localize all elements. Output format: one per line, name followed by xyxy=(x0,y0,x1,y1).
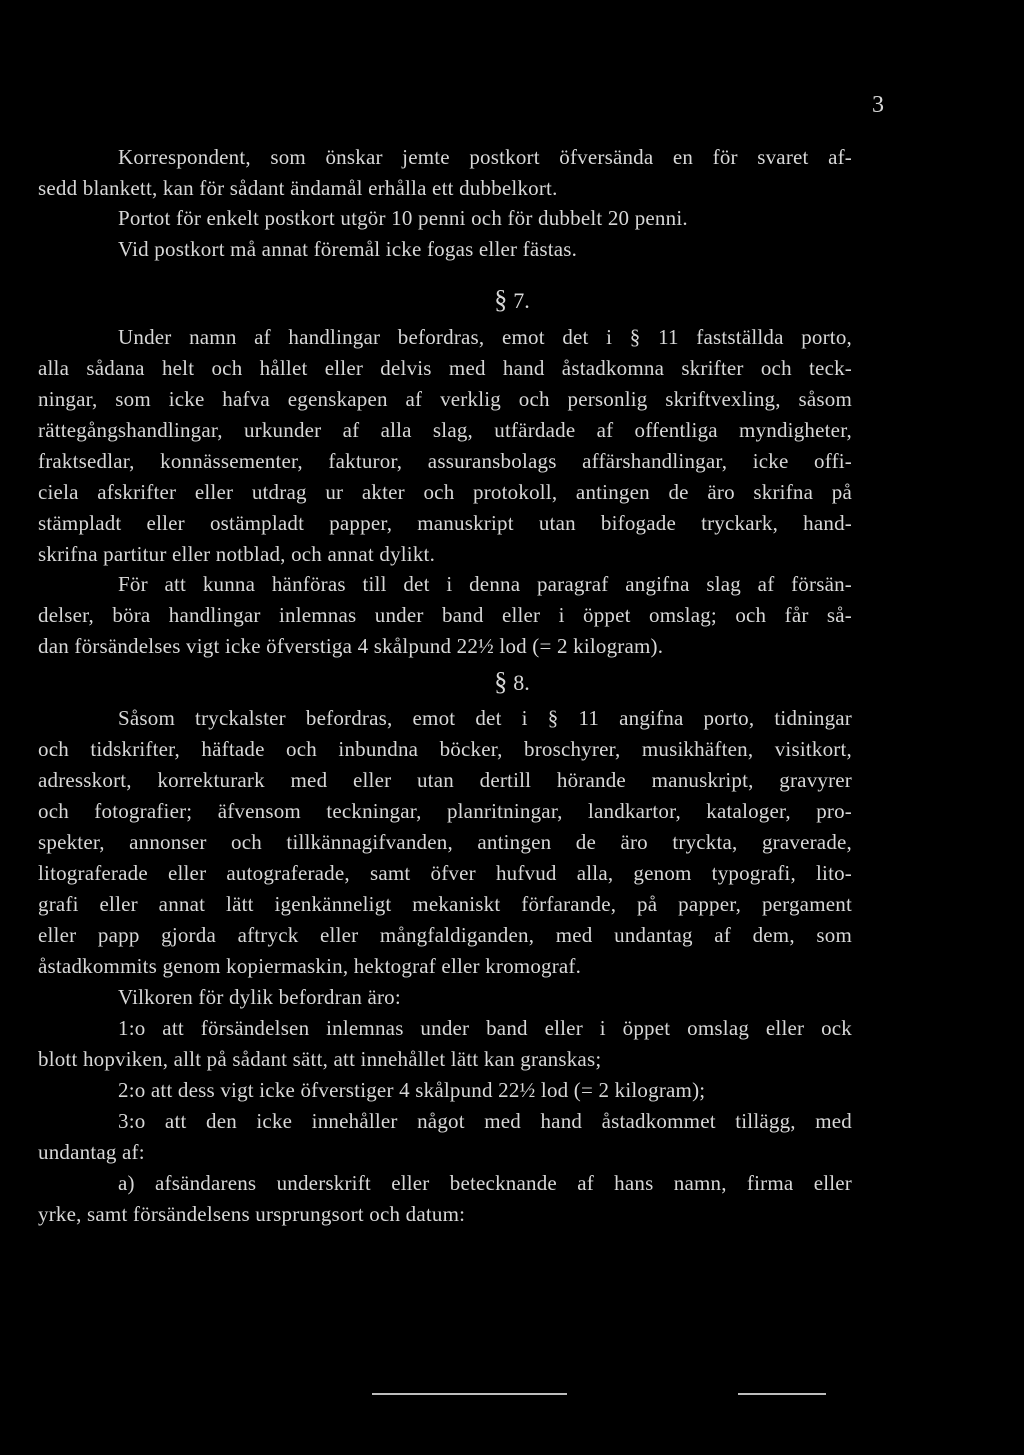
text-line: Såsom tryckalster befordras, emot det i § 11 angifna porto, tidningar xyxy=(118,706,852,730)
text-line: fraktsedlar, konnässementer, fakturor, assuransbolags affärshandlingar, icke offi- xyxy=(38,449,852,473)
text-line: ciela afskrifter eller utdrag ur akter och protokoll, antingen de äro skrifna på xyxy=(38,480,852,504)
text-line: eller papp gjorda aftryck eller mångfaldiganden, med undantag af dem, som xyxy=(38,923,852,947)
section-number: 8. xyxy=(513,670,530,695)
text-line: litograferade eller autograferade, samt öfver hufvud alla, genom typografi, lito- xyxy=(38,861,852,885)
text-line: delser, böra handlingar inlemnas under band eller i öppet omslag; och får så- xyxy=(38,603,852,627)
text-line: adresskort, korrekturark med eller utan dertill hörande manuskript, gravyrer xyxy=(38,768,852,792)
section-number: 7. xyxy=(513,288,530,313)
text-line: Under namn af handlingar befordras, emot det i § 11 fastställda porto, xyxy=(118,325,852,349)
text-line: blott hopviken, allt på sådant sätt, att innehållet lätt kan granskas; xyxy=(38,1047,602,1071)
section-heading-8 xyxy=(0,667,1024,697)
text-line: Korrespondent, som önskar jemte postkort öfversända en för svaret af- xyxy=(118,145,852,169)
text-line: ningar, som icke hafva egenskapen af verklig och personlig skriftvexling, såsom xyxy=(38,387,852,411)
text-line: spekter, annonser och tillkännagifvanden, antingen de äro tryckta, graverade, xyxy=(38,830,852,854)
text-line: 2:o att dess vigt icke öfverstiger 4 skålpund 22½ lod (= 2 kilogram); xyxy=(118,1078,706,1102)
section-symbol: § xyxy=(494,285,508,314)
text-line: Vilkoren för dylik befordran äro: xyxy=(118,985,401,1009)
page-number: 3 xyxy=(872,92,884,118)
text-line: a) afsändarens underskrift eller betecknande af hans namn, firma eller xyxy=(118,1171,852,1195)
footer-rule xyxy=(738,1393,826,1395)
text-line: alla sådana helt och hållet eller delvis med hand åstadkomna skrifter och teck- xyxy=(38,356,852,380)
text-line: För att kunna hänföras till det i denna paragraf angifna slag af försän- xyxy=(118,572,852,596)
text-line: grafi eller annat lätt igenkänneligt mekaniskt förfarande, på papper, pergament xyxy=(38,892,852,916)
text-line: och fotografier; äfvensom teckningar, planritningar, landkartor, kataloger, pro- xyxy=(38,799,852,823)
text-line: sedd blankett, kan för sådant ändamål erhålla ett dubbelkort. xyxy=(38,176,558,200)
text-line: undantag af: xyxy=(38,1140,145,1164)
text-line: Portot för enkelt postkort utgör 10 penni och för dubbelt 20 penni. xyxy=(118,206,688,230)
text-line: rättegångshandlingar, urkunder af alla slag, utfärdade af offentliga myndigheter, xyxy=(38,418,852,442)
text-line: dan försändelses vigt icke öfverstiga 4 skålpund 22½ lod (= 2 kilogram). xyxy=(38,634,664,658)
text-line: 1:o att försändelsen inlemnas under band eller i öppet omslag eller ock xyxy=(118,1016,852,1040)
section-heading-7 xyxy=(0,285,1024,315)
text-line: Vid postkort må annat föremål icke fogas eller fästas. xyxy=(118,237,578,261)
section-symbol: § xyxy=(494,667,508,696)
footer-rule xyxy=(372,1393,567,1395)
text-line: och tidskrifter, häftade och inbundna böcker, broschyrer, musikhäften, visitkort, xyxy=(38,737,852,761)
text-line: yrke, samt försändelsens ursprungsort och datum: xyxy=(38,1202,466,1226)
text-line: åstadkommits genom kopiermaskin, hektograf eller kromograf. xyxy=(38,954,582,978)
text-line: 3:o att den icke innehåller något med hand åstadkommet tillägg, med xyxy=(118,1109,852,1133)
text-line: skrifna partitur eller notblad, och annat dylikt. xyxy=(38,542,436,566)
text-line: stämpladt eller ostämpladt papper, manuskript utan bifogade tryckark, hand- xyxy=(38,511,852,535)
